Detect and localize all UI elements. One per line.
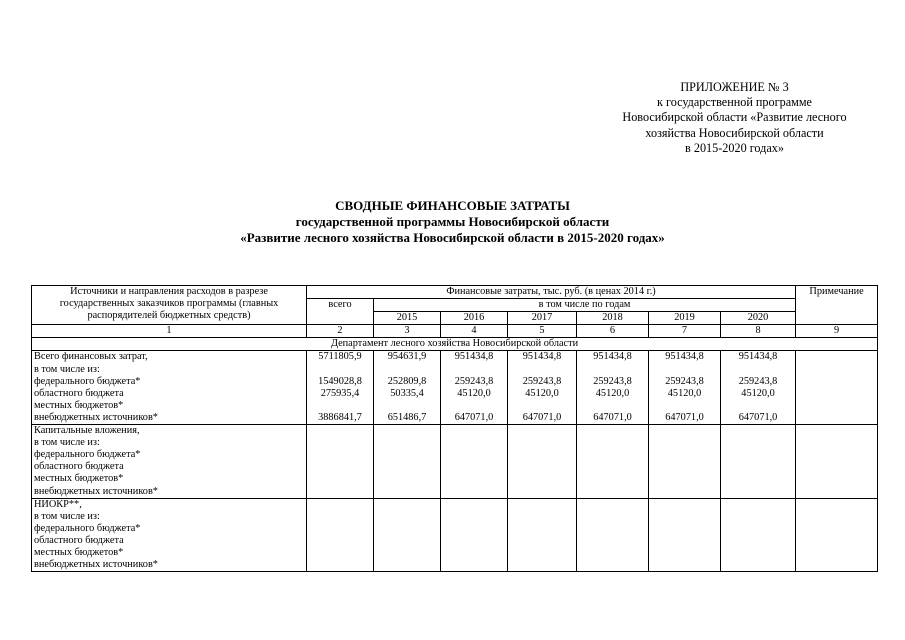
- row-label: НИОКР**,: [34, 498, 82, 510]
- cell-2019: [649, 425, 721, 499]
- value: 651486,7: [387, 411, 427, 423]
- col-number: 7: [649, 325, 721, 338]
- col-number: 4: [441, 325, 508, 338]
- value: 647071,0: [522, 411, 562, 423]
- header-sources-line: распорядителей бюджетных средств): [87, 310, 251, 322]
- cell-2018: [577, 425, 649, 499]
- value: 951434,8: [665, 351, 704, 363]
- value: [651, 400, 718, 412]
- header-note: Примечание: [796, 286, 878, 325]
- table-row: [32, 498, 878, 572]
- row-label: Капитальные вложения,: [34, 425, 140, 437]
- cell-2018: [577, 351, 649, 425]
- header-fin-costs: Финансовые затраты, тыс. руб. (в ценах 2014 г.): [307, 286, 796, 299]
- header-by-years: в том числе по годам: [374, 299, 796, 312]
- value: [510, 364, 574, 376]
- department-name: Департамент лесного хозяйства Новосибирской области: [32, 338, 878, 351]
- cell-2017: [508, 351, 577, 425]
- value: 259243,8: [665, 375, 704, 387]
- row-label: Всего финансовых затрат,: [34, 351, 148, 363]
- cell-2017: [508, 425, 577, 499]
- value: 259243,8: [593, 375, 632, 387]
- appendix-line: Новосибирской области «Развитие лесного: [622, 110, 847, 125]
- value: 45120,0: [595, 387, 630, 399]
- cell-2015: [374, 498, 441, 572]
- value: 275935,4: [320, 387, 360, 399]
- row-labels: [32, 351, 307, 425]
- cell-2015: [374, 425, 441, 499]
- appendix-line: к государственной программе: [657, 95, 812, 110]
- cell-2020: [721, 351, 796, 425]
- department-row: [32, 338, 878, 351]
- cell-total: [307, 498, 374, 572]
- header-row: [32, 286, 878, 299]
- header-sources-line: государственных заказчиков программы (главных: [59, 298, 279, 310]
- table-row: [32, 351, 878, 425]
- cell-2019: [649, 498, 721, 572]
- value: 259243,8: [522, 375, 562, 387]
- row-label: областного бюджета: [34, 461, 124, 473]
- row-labels: [32, 498, 307, 572]
- value: [376, 364, 438, 376]
- col-number: 3: [374, 325, 441, 338]
- row-label: внебюджетных источников*: [34, 559, 158, 571]
- value: [723, 364, 793, 376]
- cell-2016: [441, 498, 508, 572]
- value: 647071,0: [593, 411, 632, 423]
- row-label: местных бюджетов*: [34, 399, 124, 411]
- value: 252809,8: [387, 375, 427, 387]
- appendix-line: в 2015-2020 годах»: [685, 140, 784, 155]
- header-year: 2018: [577, 312, 649, 325]
- value: 647071,0: [454, 411, 494, 423]
- value: 5711805,9: [318, 351, 362, 363]
- value: 1549028,8: [318, 375, 362, 387]
- value: [309, 400, 371, 412]
- value: [443, 400, 505, 412]
- title-line-2: государственной программы Новосибирской области: [295, 214, 610, 229]
- cell-2016: [441, 351, 508, 425]
- value: 45120,0: [457, 387, 491, 399]
- header-total: всего: [307, 299, 374, 325]
- col-number: 2: [307, 325, 374, 338]
- value: 50335,4: [390, 387, 424, 399]
- value: 951434,8: [522, 351, 562, 363]
- value: 259243,8: [738, 375, 778, 387]
- row-label: внебюджетных источников*: [34, 411, 158, 423]
- cell-2020: [721, 498, 796, 572]
- value: 951434,8: [738, 351, 778, 363]
- appendix-block: [592, 80, 877, 156]
- header-year: 2020: [721, 312, 796, 325]
- cell-total: [307, 425, 374, 499]
- row-label: в том числе из:: [34, 363, 100, 375]
- value: [443, 364, 505, 376]
- document-title: [0, 198, 905, 246]
- value: [723, 400, 793, 412]
- value: 951434,8: [454, 351, 494, 363]
- cell-2017: [508, 498, 577, 572]
- title-line-3: «Развитие лесного хозяйства Новосибирской области в 2015-2020 годах»: [240, 230, 665, 245]
- cell-note: [796, 498, 878, 572]
- value: [376, 400, 438, 412]
- header-year: 2015: [374, 312, 441, 325]
- cell-2015: [374, 351, 441, 425]
- appendix-line: хозяйства Новосибирской области: [645, 125, 824, 140]
- row-labels: [32, 425, 307, 499]
- col-number: 1: [32, 325, 307, 338]
- cell-2016: [441, 425, 508, 499]
- value: 951434,8: [593, 351, 632, 363]
- row-label: областного бюджета: [34, 534, 124, 546]
- value: [579, 364, 646, 376]
- cell-2020: [721, 425, 796, 499]
- row-label: местных бюджетов*: [34, 473, 124, 485]
- row-label: областного бюджета: [34, 387, 124, 399]
- value: 647071,0: [665, 411, 704, 423]
- value: 647071,0: [738, 411, 778, 423]
- row-label: федерального бюджета*: [34, 522, 141, 534]
- cell-note: [796, 351, 878, 425]
- value: [510, 400, 574, 412]
- appendix-line: ПРИЛОЖЕНИЕ № 3: [680, 80, 789, 94]
- value: [579, 400, 646, 412]
- cell-total: [307, 351, 374, 425]
- table-row: [32, 425, 878, 499]
- value: [651, 364, 718, 376]
- value: 3886841,7: [318, 411, 362, 423]
- header-year: 2019: [649, 312, 721, 325]
- header-sources-line: Источники и направления расходов в разрезе: [70, 286, 268, 297]
- column-number-row: [32, 325, 878, 338]
- cell-2018: [577, 498, 649, 572]
- value: 45120,0: [525, 387, 559, 399]
- row-label: федерального бюджета*: [34, 449, 141, 461]
- row-label: в том числе из:: [34, 437, 100, 449]
- value: [309, 364, 371, 376]
- value: 45120,0: [741, 387, 775, 399]
- header-year: 2016: [441, 312, 508, 325]
- row-label: федерального бюджета*: [34, 375, 141, 387]
- row-label: в том числе из:: [34, 510, 100, 522]
- header-sources: [32, 286, 307, 325]
- value: 259243,8: [454, 375, 494, 387]
- value: 954631,9: [387, 351, 427, 363]
- row-label: внебюджетных источников*: [34, 485, 158, 497]
- col-number: 8: [721, 325, 796, 338]
- header-year: 2017: [508, 312, 577, 325]
- value: 45120,0: [667, 387, 702, 399]
- cell-2019: [649, 351, 721, 425]
- title-line-1: СВОДНЫЕ ФИНАНСОВЫЕ ЗАТРАТЫ: [335, 198, 570, 213]
- cell-note: [796, 425, 878, 499]
- row-label: местных бюджетов*: [34, 546, 124, 558]
- col-number: 5: [508, 325, 577, 338]
- col-number: 6: [577, 325, 649, 338]
- col-number: 9: [796, 325, 878, 338]
- financial-table: [31, 285, 878, 572]
